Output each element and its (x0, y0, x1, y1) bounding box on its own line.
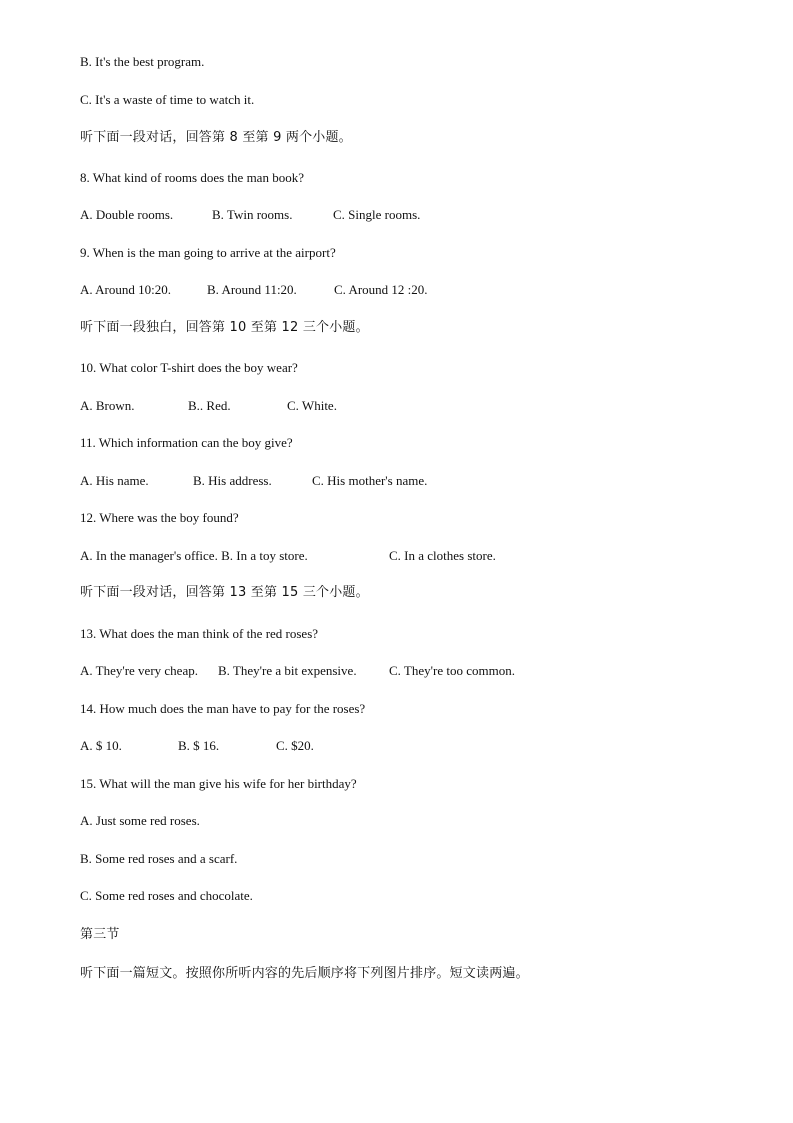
q15-option-b: B. Some red roses and a scarf. (80, 851, 238, 866)
q14-option-b: B. $ 16. (178, 738, 220, 753)
q14-option-c: C. $20. (276, 738, 314, 753)
question-14: 14. How much does the man have to pay for the roses? (80, 701, 366, 716)
q10-option-a: A. Brown. (80, 398, 135, 413)
question-8-options (80, 207, 420, 223)
section-instruction-q8-9: 听下面一段对话，回答第 8 至第 9 两个小题。 (80, 130, 352, 145)
q13-option-c: C. They're too common. (389, 663, 515, 678)
q11-option-c: C. His mother's name. (312, 473, 428, 488)
q11-option-a: A. His name. (80, 473, 149, 488)
q13-option-a: A. They're very cheap. (80, 663, 198, 678)
q15-option-c: C. Some red roses and chocolate. (80, 888, 253, 903)
q8-option-c: C. Single rooms. (333, 207, 421, 222)
question-10-options (80, 398, 337, 414)
question-11-options (80, 473, 427, 489)
q12-option-c: C. In a clothes store. (389, 548, 496, 563)
q13-option-b: B. They're a bit expensive. (218, 663, 357, 678)
question-9-options (80, 282, 428, 298)
q8-option-b: B. Twin rooms. (212, 207, 293, 222)
q8-option-a: A. Double rooms. (80, 207, 174, 222)
section-instruction-q13-15: 听下面一段对话，回答第 13 至第 15 三个小题。 (80, 585, 369, 600)
question-13-options (80, 663, 515, 679)
question-10: 10. What color T-shirt does the boy wear? (80, 360, 298, 375)
q14-option-a: A. $ 10. (80, 738, 122, 753)
q9-option-a: A. Around 10:20. (80, 282, 171, 297)
question-12: 12. Where was the boy found? (80, 510, 239, 525)
q7-option-c: C. It's a waste of time to watch it. (80, 92, 255, 107)
q12-options-a-b: A. In the manager's office. B. In a toy store. (80, 548, 308, 563)
question-9: 9. When is the man going to arrive at the airport? (80, 245, 336, 260)
q10-option-b: B.. Red. (188, 398, 231, 413)
q7-option-b: B. It's the best program. (80, 54, 205, 69)
q15-option-a: A. Just some red roses. (80, 813, 200, 828)
section-3-instruction: 听下面一篇短文。按照你所听内容的先后顺序将下列图片排序。短文读两遍。 (80, 966, 529, 981)
section-instruction-q10-12: 听下面一段独白，回答第 10 至第 12 三个小题。 (80, 320, 369, 335)
question-15: 15. What will the man give his wife for her birthday? (80, 776, 357, 791)
section-3-heading: 第三节 (80, 927, 120, 942)
q10-option-c: C. White. (287, 398, 337, 413)
q9-option-b: B. Around 11:20. (207, 282, 297, 297)
question-8: 8. What kind of rooms does the man book? (80, 170, 304, 185)
question-13: 13. What does the man think of the red roses? (80, 626, 319, 641)
question-11: 11. Which information can the boy give? (80, 435, 293, 450)
q9-option-c: C. Around 12 :20. (334, 282, 428, 297)
q11-option-b: B. His address. (193, 473, 272, 488)
question-12-options (80, 548, 496, 564)
question-14-options (80, 738, 314, 754)
